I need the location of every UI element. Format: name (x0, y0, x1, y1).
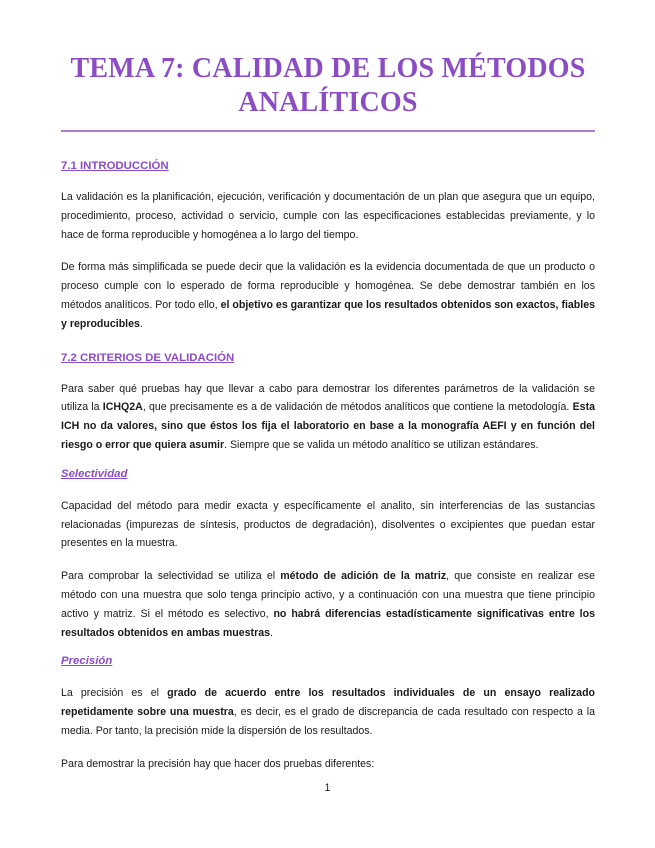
text-run: Para comprobar la selectividad se utiliza el (61, 570, 281, 583)
paragraph-precision-pruebas: Para demostrar la precisión hay que hacer dos pruebas diferentes: (61, 757, 375, 770)
bold-run: no habrá diferencias estadísticamente significativas entre los resultados obtenidos en ambas muestras (61, 607, 595, 639)
paragraph-selectividad-definicion: Capacidad del método para medir exacta y específicamente el analito, sin interferencias de las sustancias relacionadas (impurezas de síntesis, productos de degradación), disolventes o excipientes que puedan estar presentes en la muestra. (61, 499, 595, 550)
bold-run: Esta ICH no da valores, sino que éstos los fija el laboratorio en base a la monografía AEFI y en función del riesgo o error que quiera asumir (61, 401, 595, 451)
text-run: , es decir, es el grado de discrepancia de cada resultado con respecto a la media. Por tanto, la precisión mide la dispersión de los resultados. (61, 706, 595, 737)
text-run: Para saber qué pruebas hay que llevar a cabo para demostrar los diferentes parámetros de la validación se utiliza la (61, 382, 595, 414)
text-run: . (270, 626, 273, 639)
text-run: . Siempre que se valida un método analítico se utilizan estándares. (224, 438, 539, 451)
section-heading-criterios: 7.2 CRITERIOS DE VALIDACIÓN (61, 351, 235, 364)
section-heading-introduccion: 7.1 INTRODUCCIÓN (61, 160, 169, 172)
paragraph-criterios (61, 380, 595, 455)
title-divider (61, 130, 595, 132)
title-line-1: TEMA 7: CALIDAD DE LOS MÉTODOS (70, 53, 586, 84)
bold-run: ICHQ2A (102, 401, 143, 414)
paragraph-selectividad-metodo (61, 567, 595, 642)
text-run: , que consiste en realizar ese método con una muestra que solo tenga principio activo, y a continuación con una muestra que tiene principio activo y matriz. Si el método es selectivo, (61, 570, 595, 620)
subsection-heading-selectividad: Selectividad (61, 467, 128, 480)
bold-run: método de adición de la matriz (280, 570, 447, 583)
document-title (61, 52, 595, 120)
bold-run: el objetivo es garantizar que los resultados obtenidos son exactos, fiables y reproducibles (61, 298, 596, 330)
bold-run: grado de acuerdo entre los resultados individuales de un ensayo realizado repetidamente sobre una muestra (61, 687, 596, 719)
paragraph-validacion-simplificada (61, 258, 595, 333)
text-run: De forma más simplificada se puede decir que la validación es la evidencia documentada de que un producto o proceso cumple con lo esperado de forma reproducible y homogénea. Se debe demostrar también en los métodos analíticos. Por todo ello, (61, 261, 595, 311)
page-number: 1 (324, 782, 331, 794)
paragraph-validacion-definicion: La validación es la planificación, ejecución, verificación y documentación de un plan que asegura que un equipo, procedimiento, proceso, actividad o servicio, cumple con las especificaciones establecidas previamente, y lo hace de forma reproducible y homogénea a lo largo del tiempo. (61, 191, 595, 241)
title-line-2: ANALÍTICOS (238, 87, 418, 118)
text-run: La precisión es el (61, 687, 168, 700)
subsection-heading-precision: Precisión (61, 655, 113, 668)
document-page (61, 52, 595, 774)
paragraph-precision-definicion (61, 684, 595, 740)
text-run: , que precisamente es a de validación de métodos analíticos que contiene la metodología. (142, 401, 573, 414)
text-run: . (139, 317, 143, 330)
